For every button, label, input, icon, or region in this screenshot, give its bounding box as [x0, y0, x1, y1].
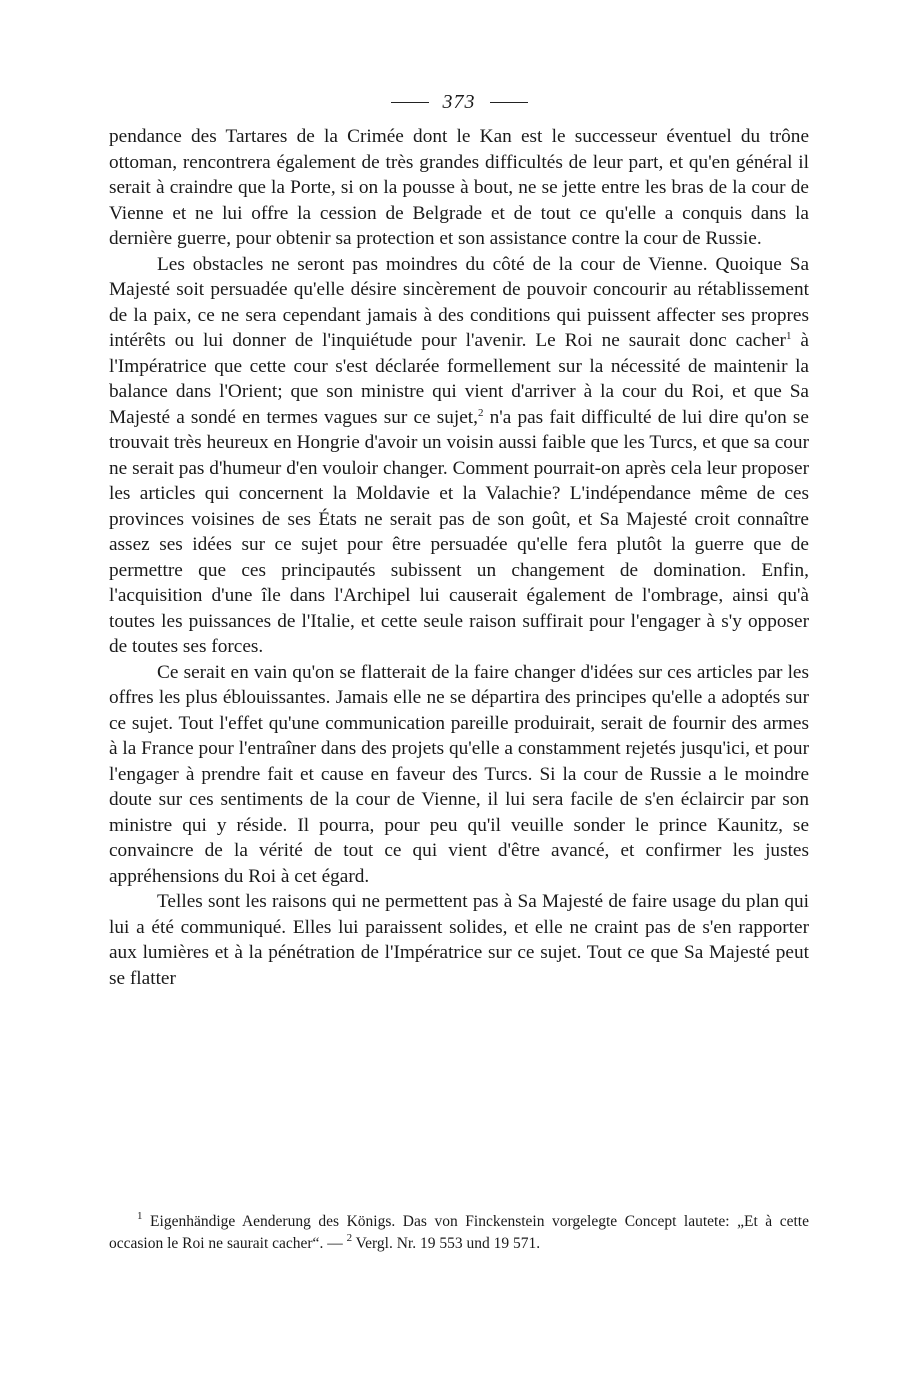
- header-rule-right: [490, 102, 528, 103]
- footnote-ref-2: 2: [477, 406, 484, 419]
- page-content: [109, 88, 809, 991]
- footnote-block: [109, 1211, 809, 1254]
- page-number: 373: [442, 90, 476, 113]
- footnote-marker-2: 2: [346, 1231, 353, 1244]
- paragraph-2-part-b: à l'Impératrice que cette cour s'est déclarée formellement sur la nécessité de maintenir la balance dans l'Orient; que son ministre qui vient d'arriver à la cour du Roi, et que Sa Majesté a sondé en termes vagues sur ce sujet,: [109, 330, 809, 428]
- header-rule-left: [391, 102, 429, 103]
- footnote-ref-1: 1: [785, 330, 792, 342]
- footnote-1-text: Eigenhändige Aenderung des Königs. Das von Finckenstein vorgelegte Concept lautete: „Et à cette occasion le Roi ne saurait cacher“. —: [109, 1213, 809, 1252]
- paragraph-2: [109, 252, 809, 660]
- paragraph-4: Telles sont les raisons qui ne permettent pas à Sa Majesté de faire usage du plan qui lui a été communiqué. Elles lui paraissent solides, et elle ne craint pas de s'en rapporter aux lumières et à la pénétration de l'Impératrice sur ce sujet. Tout ce que Sa Majesté peut se flatter: [109, 891, 809, 989]
- paragraph-1: pendance des Tartares de la Crimée dont le Kan est le successeur éventuel du trône ottoman, rencontrera également de très grandes difficultés de leur part, et qu'en général il serait à craindre que la Porte, si on la pousse à bout, ne se jette entre les bras de la cour de Vienne et ne lui offre la cession de Belgrade et de tout ce qu'elle a conquis dans la dernière guerre, pour obtenir sa protection et son assistance contre la cour de Russie.: [109, 126, 809, 249]
- page-header: [109, 88, 809, 116]
- body-text: [109, 124, 809, 991]
- footnote-2-text: Vergl. Nr. 19 553 und 19 571.: [352, 1234, 541, 1252]
- footnotes: [109, 1211, 809, 1254]
- footnote-marker-1: 1: [137, 1210, 143, 1222]
- paragraph-3: Ce serait en vain qu'on se flatterait de la faire changer d'idées sur ces articles par les offres les plus éblouissantes. Jamais elle ne se départira des principes qu'elle a adoptés sur ce sujet. Tout l'effet qu'une communication pareille produirait, serait de fournir des armes à la France pour l'entraîner dans des projets qu'elle a constamment rejetés jusqu'ici, et pour l'engager à prendre fait et cause en faveur des Turcs. Si la cour de Russie a le moindre doute sur ces sentiments de la cour de Vienne, il lui sera facile de s'en éclaircir par son ministre qui y réside. Il pourra, pour peu qu'il veuille sonder le prince Kaunitz, se convaincre de la vérité de tout ce qui vient d'être avancé, et confirmer les justes appréhensions du Roi à cet égard.: [109, 661, 809, 887]
- paragraph-2-part-c: n'a pas fait difficulté de lui dire qu'on se trouvait très heureux en Hongrie d'avoir un voisin aussi faible que les Turcs, et que sa cour ne serait pas d'humeur d'en vouloir changer. Comment pourrait-on après cela leur proposer les articles qui concernent la Moldavie et la Valachie? L'indépendance même de ces provinces voisines de ses États ne serait pas de son goût, et Sa Majesté croit connaître assez ses idées sur ce sujet pour être persuadée qu'elle fera plutôt la guerre que de permettre que ces principautés subissent un changement de domination. Enfin, l'acquisition d'une île dans l'Archipel lui causerait également de l'ombrage, ainsi qu'à toutes les puissances de l'Italie, et cette seule raison suffirait pour l'engager à s'y opposer de toutes ses forces.: [109, 406, 809, 657]
- paragraph-2-part-a: Les obstacles ne seront pas moindres du côté de la cour de Vienne. Quoique Sa Majesté soit persuadée qu'elle désire sincèrement de pouvoir concourir au rétablissement de la paix, ce ne sera cependant jamais à des conditions qui puissent affecter ses propres intérêts ou lui donner de l'inquiétude pour l'avenir. Le Roi ne saurait donc cacher: [109, 253, 809, 351]
